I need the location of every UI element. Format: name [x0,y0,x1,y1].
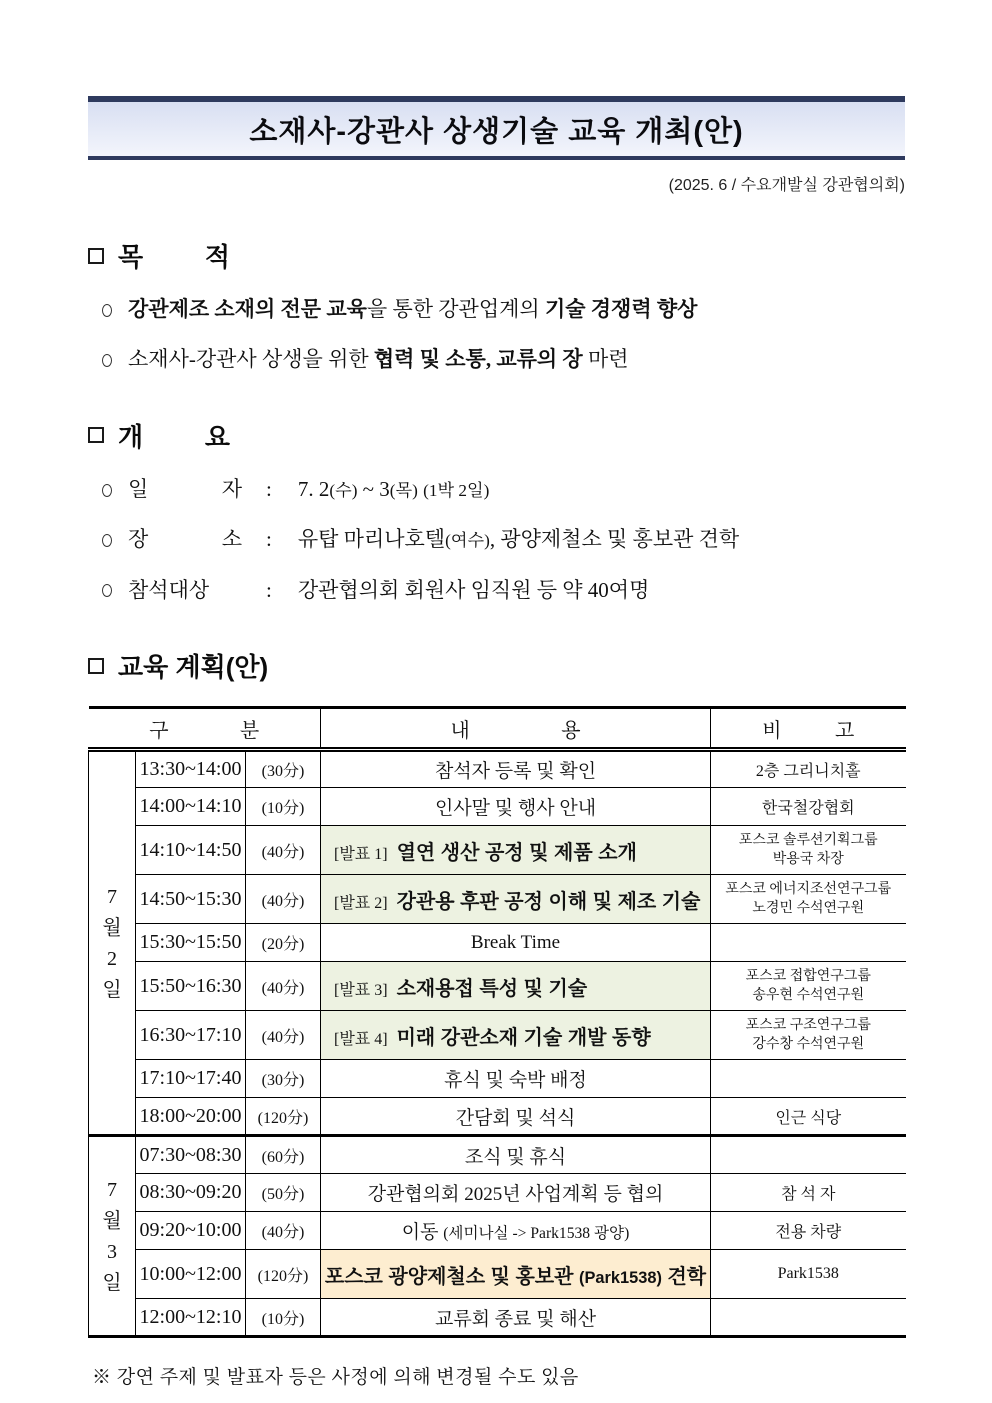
purpose-item [88,294,905,324]
text-fragment: (Park1538) [578,1268,662,1287]
day-label-char: 일 [102,978,122,1001]
duration-cell: (50分) [246,1174,321,1212]
day-label [89,1179,135,1294]
text-fragment: 견학 [661,1265,707,1288]
remark-cell [711,826,906,875]
plan-section [88,647,905,1389]
time-cell: 08:30~09:20 [136,1174,246,1212]
schedule-row [89,962,906,1011]
overview-item-label: 장 소 [128,527,242,552]
time-cell: 15:30~15:50 [136,924,246,962]
overview-item-colon: : [266,476,272,501]
content-cell [321,1098,711,1136]
overview-item-value [298,575,650,605]
presentation-title: 강관용 후판 공정 이해 및 제조 기술 [396,890,701,913]
presentation-title: 소재용접 특성 및 기술 [396,977,588,1000]
text-fragment: (1박 2일) [423,480,490,500]
text-segment: 마련 [582,347,629,372]
content-cell [321,962,711,1011]
schedule-row [89,1174,906,1212]
header-remark-label: 비 고 [762,719,855,742]
time-cell: 09:20~10:00 [136,1212,246,1250]
time-cell: 12:00~12:10 [136,1299,246,1337]
day-label-char: 3 [107,1240,117,1263]
overview-item [88,575,905,605]
purpose-heading: 목 적 [118,242,230,272]
circle-bullet-icon [102,354,112,367]
text-fragment: , 광양제철소 및 홍보관 견학 [489,527,740,552]
remark-cell: Park1538 [711,1250,906,1299]
remark-cell [711,1060,906,1098]
content-cell [321,875,711,924]
content-cell [321,1060,711,1098]
content-cell [321,750,711,788]
schedule-row [89,1098,906,1136]
time-cell: 18:00~20:00 [136,1098,246,1136]
duration-cell: (40分) [246,1011,321,1060]
overview-item-colon: : [266,577,272,602]
duration-cell: (10分) [246,1299,321,1337]
overview-heading-row [88,417,905,454]
remark-cell [711,1136,906,1174]
duration-cell: (40分) [246,1212,321,1250]
square-bullet-icon [88,427,104,443]
content-cell [321,1212,711,1250]
schedule-row [89,1011,906,1060]
purpose-item-list [88,294,905,375]
content-cell [321,1250,711,1299]
document-subtitle: (2025. 6 / 수요개발실 강관협의회) [668,177,905,194]
duration-cell: (10分) [246,788,321,826]
remark-cell [711,1299,906,1337]
day-label [89,886,135,1001]
text-segment: 협력 및 소통, 교류의 장 [373,347,583,372]
remark-cell: 참 석 자 [711,1174,906,1212]
overview-item-value [298,474,489,504]
text-fragment: 이동 [401,1222,444,1244]
text-fragment: (여수) [445,531,490,551]
overview-item-label: 참석대상 [128,577,210,602]
schedule-row [89,875,906,924]
content-cell [321,924,711,962]
schedule-row [89,1060,906,1098]
plan-heading-row [88,647,905,684]
duration-cell: (20分) [246,924,321,962]
purpose-item-text [128,294,697,324]
remark-cell [711,924,906,962]
remark-cell [711,875,906,924]
content-cell [321,1011,711,1060]
duration-cell: (30分) [246,750,321,788]
text-fragment: 포스코 광양제철소 및 홍보관 [324,1265,579,1288]
plan-heading: 교육 계획(안) [118,652,269,683]
day-label-char: 2 [107,947,117,970]
duration-cell: (40分) [246,826,321,875]
duration-cell: (120分) [246,1250,321,1299]
text-segment: 소재사-강관사 상생을 위한 [128,347,374,372]
header-content [321,708,711,750]
circle-bullet-icon [102,584,112,597]
remark-cell [711,1011,906,1060]
content-cell [321,1299,711,1337]
time-cell: 14:00~14:10 [136,788,246,826]
text-fragment: ~ 3 [357,476,390,501]
text-fragment: 휴식 및 숙박 배정 [444,1070,587,1092]
presentation-number-label: [발표 2] [334,894,388,912]
duration-cell: (40分) [246,962,321,1011]
remark-cell: 인근 식당 [711,1098,906,1136]
time-cell: 14:10~14:50 [136,826,246,875]
duration-cell: (120分) [246,1098,321,1136]
presentation-number-label: [발표 4] [334,1030,388,1048]
time-cell: 10:00~12:00 [136,1250,246,1299]
remark-cell: 한국철강협회 [711,788,906,826]
header-category-label: 구 분 [149,719,260,742]
circle-bullet-icon [102,484,112,497]
time-cell: 17:10~17:40 [136,1060,246,1098]
presentation-number-label: [발표 3] [334,981,388,999]
remark-line: 포스코 구조연구그룹 [745,1017,871,1033]
overview-section [88,417,905,605]
education-plan-table [88,706,906,1338]
remark-line: 박용국 차장 [772,852,844,868]
text-fragment: 7. 2 [297,476,330,501]
table-header-row [89,708,906,750]
remark-line: 강수창 수석연구원 [752,1037,865,1053]
text-segment: 을 통한 강관업계의 [366,297,545,321]
day-label-char: 일 [102,1271,122,1294]
text-fragment: (세미나실 -> Park1538 광양) [443,1225,630,1243]
text-fragment: 간담회 및 석식 [455,1107,576,1129]
purpose-section [88,237,905,375]
time-cell: 07:30~08:30 [136,1136,246,1174]
overview-item-label: 일 자 [128,476,242,501]
text-fragment: 인사말 및 행사 안내 [434,798,597,820]
presentation-title: 열연 생산 공정 및 제품 소개 [396,841,637,864]
circle-bullet-icon [102,534,112,547]
remark-line: 노경민 수석연구원 [752,901,865,917]
time-cell: 13:30~14:00 [136,750,246,788]
day-label-cell [89,750,136,1136]
text-fragment: 교류회 종료 및 해산 [434,1308,597,1330]
header-content-label: 내 용 [450,719,581,742]
time-cell: 15:50~16:30 [136,962,246,1011]
time-cell: 14:50~15:30 [136,875,246,924]
schedule-row [89,924,906,962]
overview-item-value [298,524,739,554]
text-fragment: 유탑 마리나호텔 [297,527,446,552]
schedule-row [89,1250,906,1299]
text-segment: 기술 경쟁력 향상 [544,297,698,321]
schedule-row [89,1212,906,1250]
circle-bullet-icon [102,304,112,317]
schedule-row [89,1136,906,1174]
duration-cell: (40分) [246,875,321,924]
content-cell [321,788,711,826]
title-banner [88,96,905,160]
day-label-char: 7 [107,885,117,908]
plan-table-container [88,706,905,1338]
time-cell: 16:30~17:10 [136,1011,246,1060]
text-fragment: 조식 및 휴식 [464,1146,567,1168]
square-bullet-icon [88,248,104,264]
text-fragment: (수) [329,480,358,500]
remark-cell: 전용 차량 [711,1212,906,1250]
remark-line: 송우현 수석연구원 [752,988,865,1004]
remark-line: 포스코 접합연구그룹 [745,968,871,984]
purpose-item-text [128,344,629,374]
duration-cell: (30分) [246,1060,321,1098]
content-cell [321,1136,711,1174]
remark-line: 포스코 솔루션기획그룹 [738,832,878,848]
overview-item [88,474,905,504]
schedule-row [89,1299,906,1337]
text-segment: 강관제조 소재의 전문 교육 [128,297,367,321]
presentation-number-label: [발표 1] [334,845,388,863]
square-bullet-icon [88,658,104,674]
day-label-char: 7 [107,1178,117,1201]
day-label-cell [89,1136,136,1337]
schedule-row [89,788,906,826]
text-fragment: Break Time [470,931,561,953]
remark-line: 포스코 에너지조선연구그룹 [725,881,892,897]
day-label-char: 월 [102,916,122,939]
remark-cell [711,962,906,1011]
document-title: 소재사-강관사 상생기술 교육 개최(안) [249,115,744,148]
overview-item [88,524,905,554]
footnote: ※ 강연 주제 및 발표자 등은 사정에 의해 변경될 수도 있음 [92,1367,579,1389]
content-cell [321,1174,711,1212]
overview-item-list [88,474,905,605]
text-fragment: 참석자 등록 및 확인 [434,761,597,783]
text-fragment: 강관협의회 회원사 임직원 등 약 40여명 [297,577,650,602]
presentation-title: 미래 강관소재 기술 개발 동향 [396,1026,651,1049]
text-fragment: (목) [389,480,418,500]
header-remark [711,708,906,750]
overview-item-colon: : [266,527,272,552]
purpose-heading-row [88,237,905,274]
schedule-row [89,826,906,875]
header-category [89,708,321,750]
day-label-char: 월 [102,1209,122,1232]
schedule-row [89,750,906,788]
content-cell [321,826,711,875]
purpose-item [88,344,905,374]
overview-heading: 개 요 [118,421,230,452]
duration-cell: (60分) [246,1136,321,1174]
text-fragment: 강관협의회 2025년 사업계획 등 협의 [367,1184,664,1206]
content-text [325,1266,706,1288]
remark-cell: 2층 그리니치홀 [711,750,906,788]
